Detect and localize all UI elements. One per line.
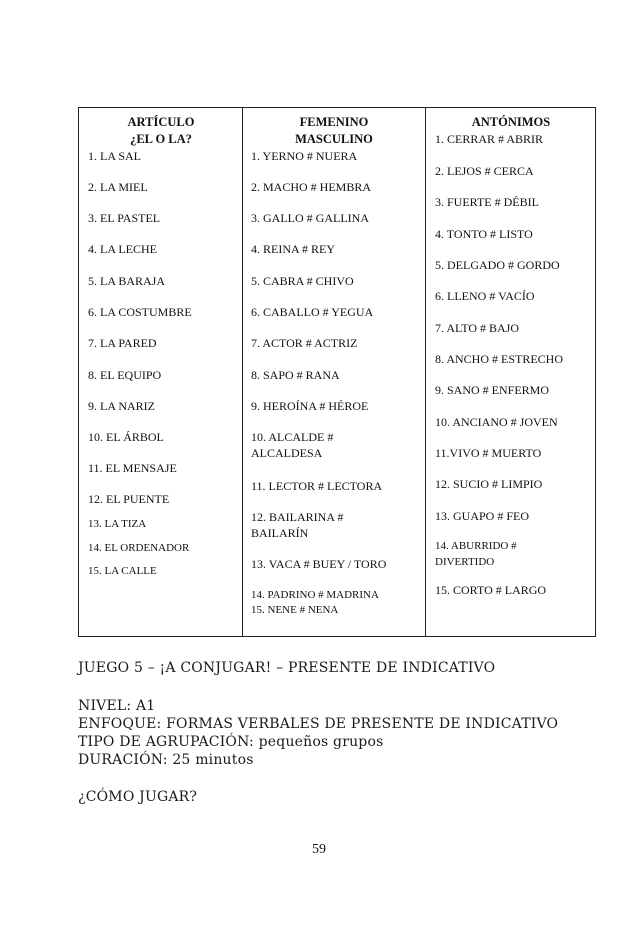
list-item: 8. ANCHO # ESTRECHO: [435, 352, 564, 366]
list-item: 11. LECTOR # LECTORA: [251, 479, 383, 493]
list-item: 6. LA COSTUMBRE: [88, 305, 192, 319]
column-header-articulo: [81, 114, 241, 148]
list-item: 4. REINA # REY: [251, 242, 335, 256]
list-item: 13. LA TIZA: [88, 518, 147, 530]
list-item: 15. LA CALLE: [88, 565, 157, 577]
list-item: 3. GALLO # GALLINA: [251, 211, 369, 225]
duration-line: [78, 752, 254, 768]
focus-label: ENFOQUE:: [78, 716, 162, 732]
list-item: 12. BAILARINA # BAILARÍN: [251, 510, 344, 540]
game-title: JUEGO 5 – ¡A CONJUGAR! – PRESENTE DE INDICATIVO: [78, 660, 496, 676]
header-line: ¿EL O LA?: [130, 132, 192, 146]
list-item: 9. HEROÍNA # HÉROE: [251, 399, 369, 413]
focus-line: [78, 716, 558, 732]
column-header-femenino-masculino: [244, 114, 424, 148]
list-item: 8. EL EQUIPO: [88, 368, 162, 382]
header-line: MASCULINO: [295, 132, 373, 146]
list-item: 2. MACHO # HEMBRA: [251, 180, 372, 194]
list-item: 11.VIVO # MUERTO: [435, 446, 542, 460]
list-item: 14. ABURRIDO # DIVERTIDO: [435, 540, 517, 568]
list-item: 4. TONTO # LISTO: [435, 227, 533, 241]
grouping-value: pequeños grupos: [258, 734, 384, 750]
vocabulary-table: [78, 107, 596, 637]
list-item: 13. GUAPO # FEO: [435, 509, 530, 523]
column-divider: [242, 108, 243, 636]
list-item: 8. SAPO # RANA: [251, 368, 340, 382]
page-number: 59: [312, 842, 326, 857]
list-item: 10. ALCALDE # ALCALDESA: [251, 430, 334, 460]
grouping-line: [78, 734, 383, 750]
list-item: 7. ALTO # BAJO: [435, 321, 520, 335]
list-item: 9. LA NARIZ: [88, 399, 155, 413]
level-value: A1: [135, 698, 156, 714]
level-label: NIVEL:: [78, 698, 132, 714]
list-item: 6. CABALLO # YEGUA: [251, 305, 374, 319]
list-item: 14. PADRINO # MADRINA: [251, 589, 379, 601]
duration-label: DURACIÓN:: [78, 752, 168, 768]
list-item: 4. LA LECHE: [88, 242, 157, 256]
list-item: 12. SUCIO # LIMPIO: [435, 477, 543, 491]
list-item: 1. CERRAR # ABRIR: [435, 132, 544, 146]
list-item: 14. EL ORDENADOR: [88, 542, 190, 554]
list-item: 12. EL PUENTE: [88, 492, 170, 506]
list-item: 5. CABRA # CHIVO: [251, 274, 354, 288]
list-item: 5. DELGADO # GORDO: [435, 258, 560, 272]
list-item: 5. LA BARAJA: [88, 274, 166, 288]
level-line: [78, 698, 155, 714]
list-item: 10. ANCIANO # JOVEN: [435, 415, 558, 429]
grouping-label: TIPO DE AGRUPACIÓN:: [78, 734, 254, 750]
list-item: 9. SANO # ENFERMO: [435, 383, 550, 397]
header-line: FEMENINO: [299, 115, 369, 129]
list-item: 1. YERNO # NUERA: [251, 149, 358, 163]
list-item: 15. NENE # NENA: [251, 604, 339, 616]
list-item: 3. EL PASTEL: [88, 211, 161, 225]
list-item: 2. LEJOS # CERCA: [435, 164, 534, 178]
header-line: ARTÍCULO: [127, 115, 195, 129]
list-item: 7. LA PARED: [88, 336, 157, 350]
header-line: ANTÓNIMOS: [471, 115, 551, 129]
list-item: 2. LA MIEL: [88, 180, 148, 194]
list-item: 7. ACTOR # ACTRIZ: [251, 336, 358, 350]
list-item: 6. LLENO # VACÍO: [435, 289, 535, 303]
list-item: 3. FUERTE # DÉBIL: [435, 195, 539, 209]
column-header-antonimos: [427, 114, 595, 131]
list-item: 11. EL MENSAJE: [88, 461, 177, 475]
list-item: 15. CORTO # LARGO: [435, 583, 547, 597]
list-item: 13. VACA # BUEY / TORO: [251, 557, 387, 571]
list-item: 1. LA SAL: [88, 149, 142, 163]
how-to-play-heading: ¿CÓMO JUGAR?: [78, 789, 198, 805]
focus-value: FORMAS VERBALES DE PRESENTE DE INDICATIVO: [166, 716, 559, 732]
duration-value: 25 minutos: [172, 752, 254, 768]
list-item: 10. EL ÁRBOL: [88, 430, 164, 444]
column-divider: [425, 108, 426, 636]
